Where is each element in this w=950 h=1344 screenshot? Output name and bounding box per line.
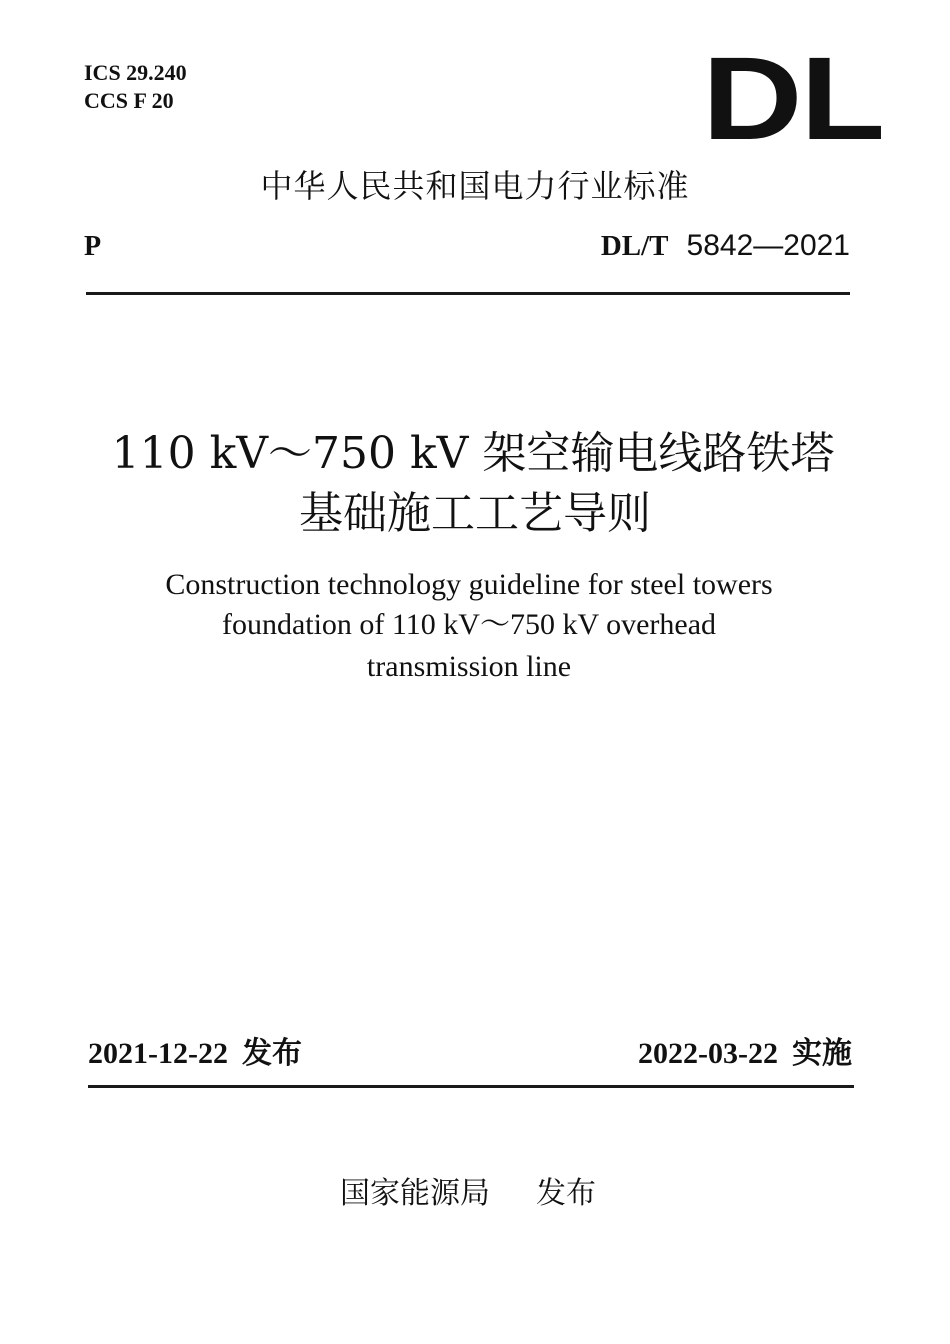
english-title-line-2: foundation of 110 kV～750 kV overhead	[221, 608, 717, 641]
publisher-line	[340, 1172, 596, 1216]
publisher-verb: 发布	[536, 1176, 596, 1211]
publish-date-line	[88, 1034, 302, 1074]
standard-prefix: DL/T	[600, 230, 669, 262]
bottom-divider	[88, 1085, 854, 1088]
chinese-title-line-1: 110 kV～750 kV 架空输电线路铁塔	[111, 428, 835, 479]
publisher-name: 国家能源局	[340, 1176, 490, 1211]
publish-date: 2021-12-22	[88, 1037, 228, 1070]
top-divider	[86, 292, 850, 295]
implement-date-line	[638, 1034, 852, 1074]
standard-number	[601, 228, 850, 264]
english-title-line-3: transmission line	[366, 650, 572, 683]
ccs-code: CCS F 20	[84, 88, 174, 113]
publish-label: 发布	[241, 1036, 302, 1071]
standard-code: 5842—2021	[686, 229, 850, 262]
english-title-line-1: Construction technology guideline for steel towers	[165, 568, 773, 601]
chinese-title-line-2: 基础施工工艺导则	[299, 488, 651, 539]
implement-date: 2022-03-22	[638, 1037, 778, 1070]
category-letter: P	[84, 231, 102, 262]
issuer-title: 中华人民共和国电力行业标准	[260, 167, 690, 205]
ics-code: ICS 29.240	[84, 60, 187, 85]
dl-logo: DL	[702, 33, 883, 165]
implement-label: 实施	[792, 1036, 852, 1071]
